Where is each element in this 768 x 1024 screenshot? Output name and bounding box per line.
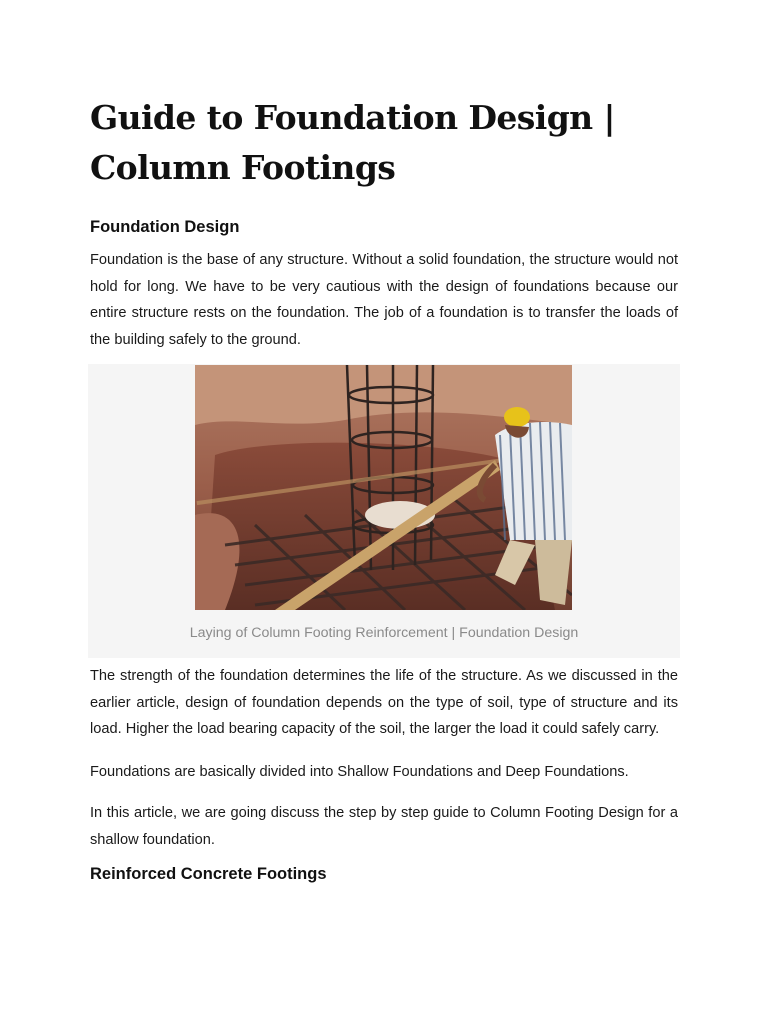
section-heading-foundation-design: Foundation Design: [90, 218, 240, 236]
figure-caption: Laying of Column Footing Reinforcement | Foundation Design: [189, 625, 579, 641]
body-paragraph-strength: The strength of the foundation determines the life of the structure. As we discussed in the earlier article, design of foundation depends on the type of soil, type of structure and its load. Higher the load bearing capacity of the soil, the larger the load it could safely carry.: [90, 668, 678, 737]
page-title: Guide to Foundation Design | Column Footings: [90, 98, 615, 187]
body-paragraph-article-intro: In this article, we are going discuss the step by step guide to Column Footing Design for a shallow foundation.: [90, 805, 678, 848]
figure: [88, 364, 680, 658]
footing-reinforcement-photo: [195, 365, 572, 610]
body-paragraph-foundation-types: Foundations are basically divided into Shallow Foundations and Deep Foundations.: [90, 764, 629, 780]
section-heading-reinforced-footings: Reinforced Concrete Footings: [90, 865, 327, 883]
intro-paragraph: Foundation is the base of any structure. Without a solid foundation, the structure would not hold for long. We have to be very cautious with the design of foundations because our entire structure rests on the foundation. The job of a foundation is to transfer the loads of the building safely to the ground.: [90, 252, 678, 348]
